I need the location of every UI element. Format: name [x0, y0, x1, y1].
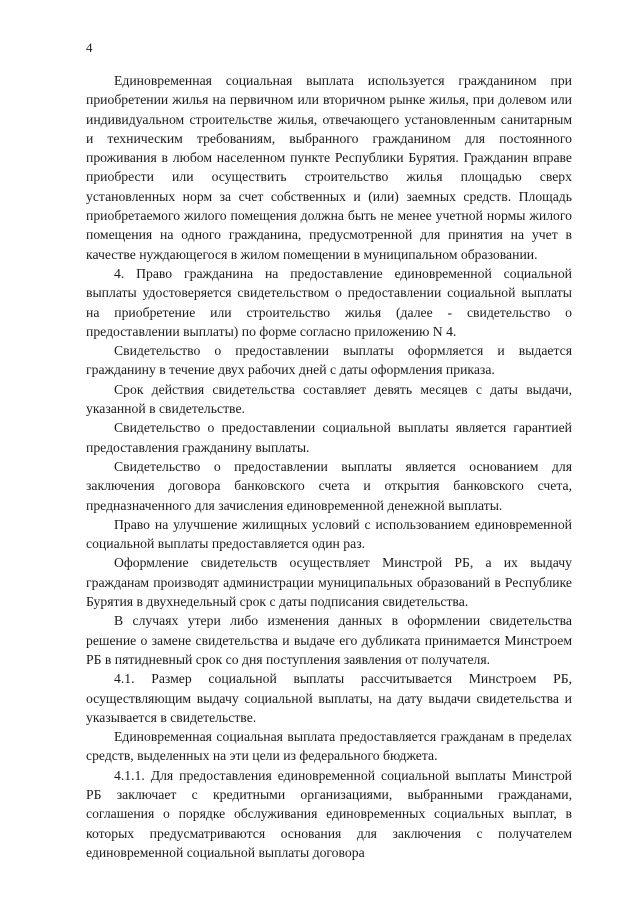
paragraph: Единовременная социальная выплата предоставляется гражданам в пределах средств, выделенных на эти цели из федерального бюджета. — [86, 729, 572, 764]
paragraph: 4. Право гражданина на предоставление единовременной социальной выплаты удостоверяется свидетельством о предоставлении социальной выплаты на приобретение или строительство жилья (далее - свидетельство о предоставлении выплаты) по форме согласно приложению N 4. — [86, 265, 572, 339]
paragraph: Единовременная социальная выплата используется гражданином при приобретении жилья на первичном или вторичном рынке жилья, при долевом или индивидуальном строительстве жилья, отвечающего установленным санитарным и техническим требованиям, выбранного гражданином для постоянного проживания в любом населенном пункте Республики Бурятия. Гражданин вправе приобрести или осуществить строительство жилья площадью сверх установленных норм за счет собственных и (или) заемных средств. Площадь приобретаемого жилого помещения должна быть не менее учетной нормы жилого помещения на одного гражданина, предусмотренной для принятия на учет в качестве нуждающегося в жилом помещении в муниципальном образовании. — [86, 73, 572, 262]
paragraph: Свидетельство о предоставлении социальной выплаты является гарантией предоставления гражданину выплаты. — [86, 420, 572, 455]
paragraph: Срок действия свидетельства составляет девять месяцев с даты выдачи, указанной в свидетельстве. — [86, 381, 572, 417]
paragraph: В случаях утери либо изменения данных в оформлении свидетельства решение о замене свидетельства и выдаче его дубликата принимается Минстроем РБ в пятидневный срок со дня поступления заявления от получателя. — [86, 613, 572, 667]
page-number: 4 — [86, 40, 93, 55]
paragraph: 4.1. Размер социальной выплаты рассчитывается Минстроем РБ, осуществляющим выдачу социальной выплаты, на дату выдачи свидетельства и указывается в свидетельстве. — [86, 671, 572, 725]
paragraph: Свидетельство о предоставлении выплаты является основанием для заключения договора банковского счета и открытия банковского счета, предназначенного для зачисления единовременной денежной выплаты. — [86, 458, 572, 513]
document-body — [86, 71, 572, 862]
paragraph: Свидетельство о предоставлении выплаты оформляется и выдается гражданину в течение двух рабочих дней с даты оформления приказа. — [86, 343, 572, 378]
paragraph: 4.1.1. Для предоставления единовременной социальной выплаты Минстрой РБ заключает с кредитными организациями, выбранными гражданами, соглашения о порядке обслуживания единовременных социальных выплат, в которых предусматриваются основания для заключения с получателем единовременной социальной выплаты договора — [86, 767, 572, 860]
paragraph: Право на улучшение жилищных условий с использованием единовременной социальной выплаты предоставляется один раз. — [86, 516, 572, 552]
paragraph: Оформление свидетельств осуществляет Минстрой РБ, а их выдачу гражданам производят администрации муниципальных образований в Республике Бурятия в двухнедельный срок с даты подписания свидетельства. — [86, 555, 572, 610]
